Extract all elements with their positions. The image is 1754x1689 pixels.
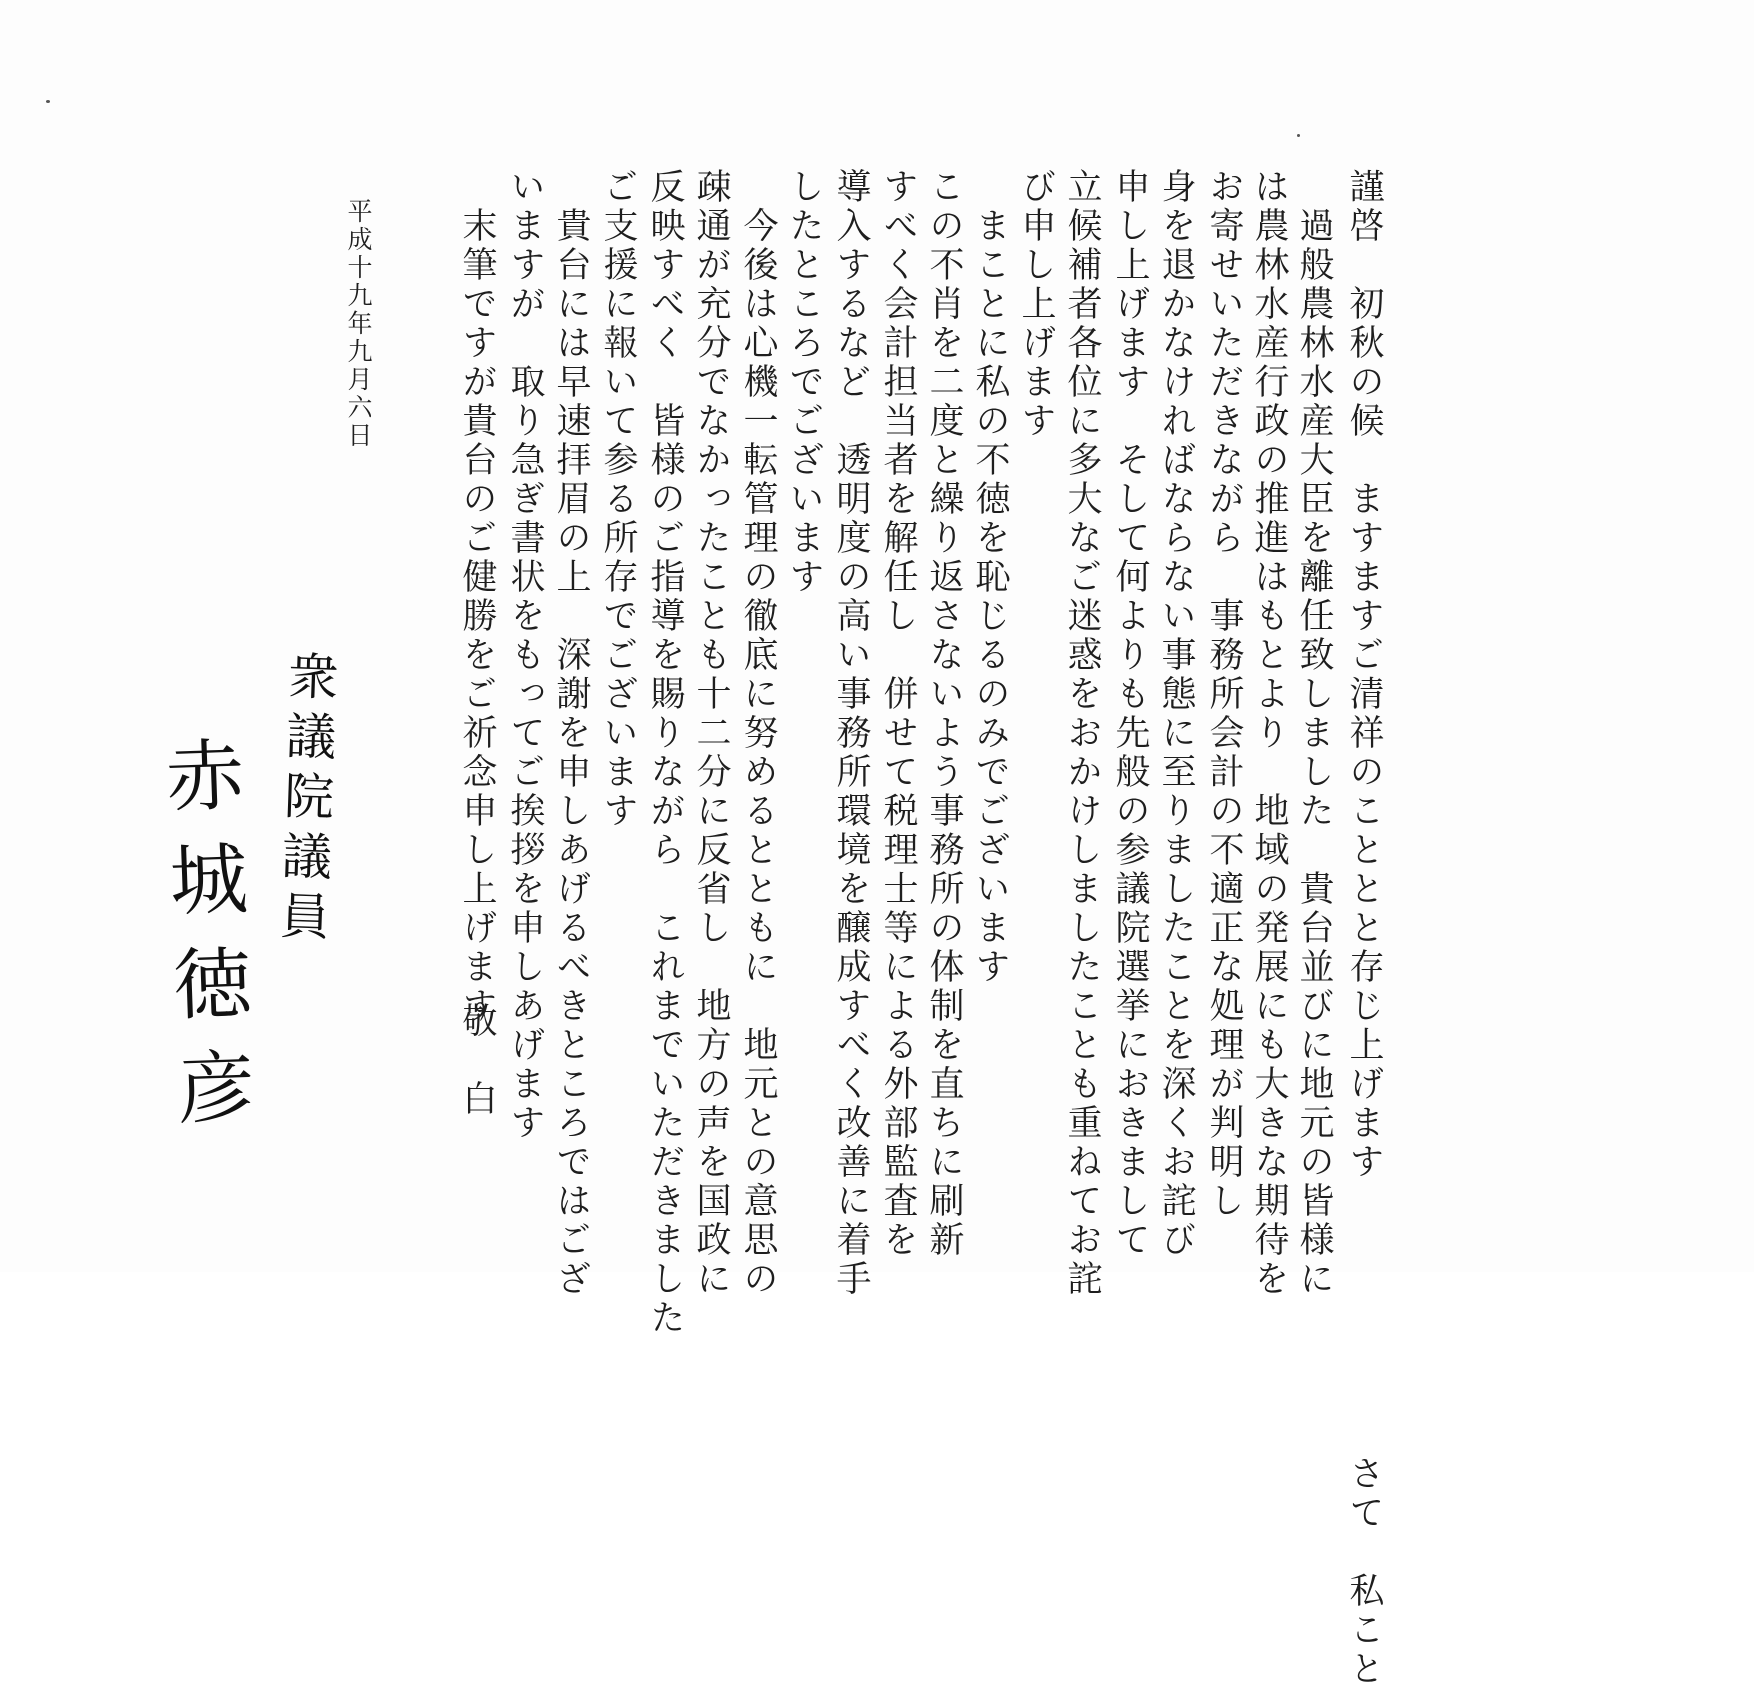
- letter-line: 貴台には早速拝眉の上 深謝を申しあげるべきところではござ: [551, 168, 591, 1299]
- letter-line: 導入するなど 透明度の高い事務所環境を醸成すべく改善に着手: [831, 168, 871, 1299]
- letter-line: 疎通が充分でなかったことも十二分に反省し 地方の声を国政に: [691, 168, 731, 1299]
- letter-line: は農林水産行政の推進はもとより 地域の発展にも大きな期待を: [1249, 168, 1289, 1299]
- letter-line: 申し上げます そして何よりも先般の参議院選挙におきまして: [1110, 168, 1150, 1260]
- letter-line: ご支援に報いて参る所存でございます: [598, 168, 638, 831]
- letter-line: び申し上げます: [1016, 168, 1056, 441]
- letter-line: 今後は心機一転管理の徹底に努めるとともに 地元との意思の: [738, 168, 778, 1299]
- letter-line: 身を退かなければならない事態に至りましたことを深くお詫び: [1156, 168, 1196, 1260]
- closing-salutation: 敬 白: [457, 1002, 497, 1119]
- letter-line: 謹啓 初秋の候 ますますご清祥のこととと存じ上げます さて 私こと: [1344, 168, 1384, 1689]
- letter-line: いますが 取り急ぎ書状をもってご挨拶を申しあげます: [505, 168, 545, 1143]
- letter-line: 末筆ですが貴台のご健勝をご祈念申し上げます: [457, 168, 497, 1026]
- letter-date: 平成十九年九月六日: [344, 198, 373, 450]
- signature-name: 赤城徳彦: [151, 733, 257, 1153]
- signature-title: 衆議院議員: [270, 649, 340, 951]
- letter-line: すべく会計担当者を解任し 併せて税理士等による外部監査を: [878, 168, 918, 1260]
- letter-line: 反映すべく 皆様のご指導を賜りながら これまでいただきました: [645, 168, 685, 1338]
- paper-speck: [46, 100, 50, 103]
- letter-line: この不肖を二度と繰り返さないよう事務所の体制を直ちに刷新: [924, 168, 964, 1260]
- letter-line: お寄せいただきながら 事務所会計の不適正な処理が判明し: [1204, 168, 1244, 1221]
- letter-line: 立候補者各位に多大なご迷惑をおかけしましたことも重ねてお詫: [1062, 168, 1102, 1299]
- letter-line: まことに私の不徳を恥じるのみでございます: [970, 168, 1010, 987]
- letter-line: 過般農林水産大臣を離任致しました 貴台並びに地元の皆様に: [1294, 168, 1334, 1299]
- paper-speck: [1297, 134, 1300, 137]
- letter-line: したところでございます: [784, 168, 824, 597]
